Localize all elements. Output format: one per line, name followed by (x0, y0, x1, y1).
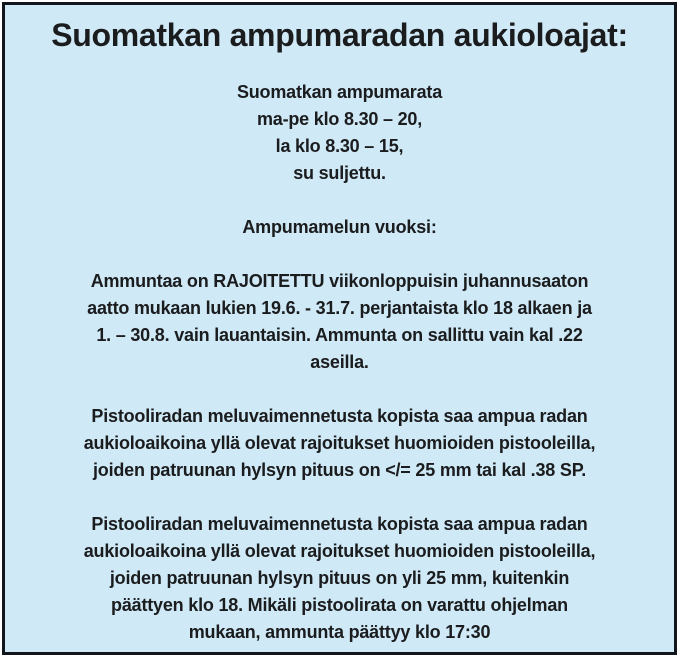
notice-board (2, 2, 677, 655)
notice-body (13, 79, 666, 646)
notice-line: Ammuntaa on RAJOITETTU viikonloppuisin juhannusaaton (90, 271, 589, 291)
notice-line: mukaan, ammunta päättyy klo 17:30 (188, 622, 491, 642)
notice-line: Pistooliradan meluvaimennetusta kopista saa ampua radan (91, 514, 588, 534)
notice-line: päättyen klo 18. Mikäli pistoolirata on varattu ohjelman (111, 595, 568, 615)
notice-paragraph-noise-heading (13, 214, 666, 241)
notice-line: aatto mukaan lukien 19.6. - 31.7. perjantaista klo 18 alkaen ja (87, 298, 592, 318)
notice-title: Suomatkan ampumaradan aukioloajat: (51, 17, 628, 53)
notice-line: Ampumamelun vuoksi: (242, 217, 437, 237)
notice-line: la klo 8.30 – 15, (275, 136, 404, 156)
notice-line: Pistooliradan meluvaimennetusta kopista saa ampua radan (91, 406, 588, 426)
notice-paragraph-opening-hours (13, 79, 666, 187)
notice-line: aseilla. (310, 352, 369, 372)
notice-line: aukioloaikoina yllä olevat rajoitukset huomioiden pistooleilla, (83, 541, 596, 561)
notice-line: joiden patruunan hylsyn pituus on </= 25 mm tai kal .38 SP. (92, 460, 586, 480)
notice-line: su suljettu. (293, 163, 386, 183)
notice-paragraph-restriction-summer (13, 268, 666, 376)
notice-paragraph-pistol-range-long-case (13, 511, 666, 646)
notice-line: ma-pe klo 8.30 – 20, (256, 109, 423, 129)
notice-paragraph-pistol-range-short-case (13, 403, 666, 484)
notice-line: Suomatkan ampumarata (236, 82, 443, 102)
notice-line: aukioloaikoina yllä olevat rajoitukset huomioiden pistooleilla, (83, 433, 596, 453)
notice-line: 1. – 30.8. vain lauantaisin. Ammunta on sallittu vain kal .22 (96, 325, 583, 345)
notice-line: joiden patruunan hylsyn pituus on yli 25 mm, kuitenkin (109, 568, 570, 588)
